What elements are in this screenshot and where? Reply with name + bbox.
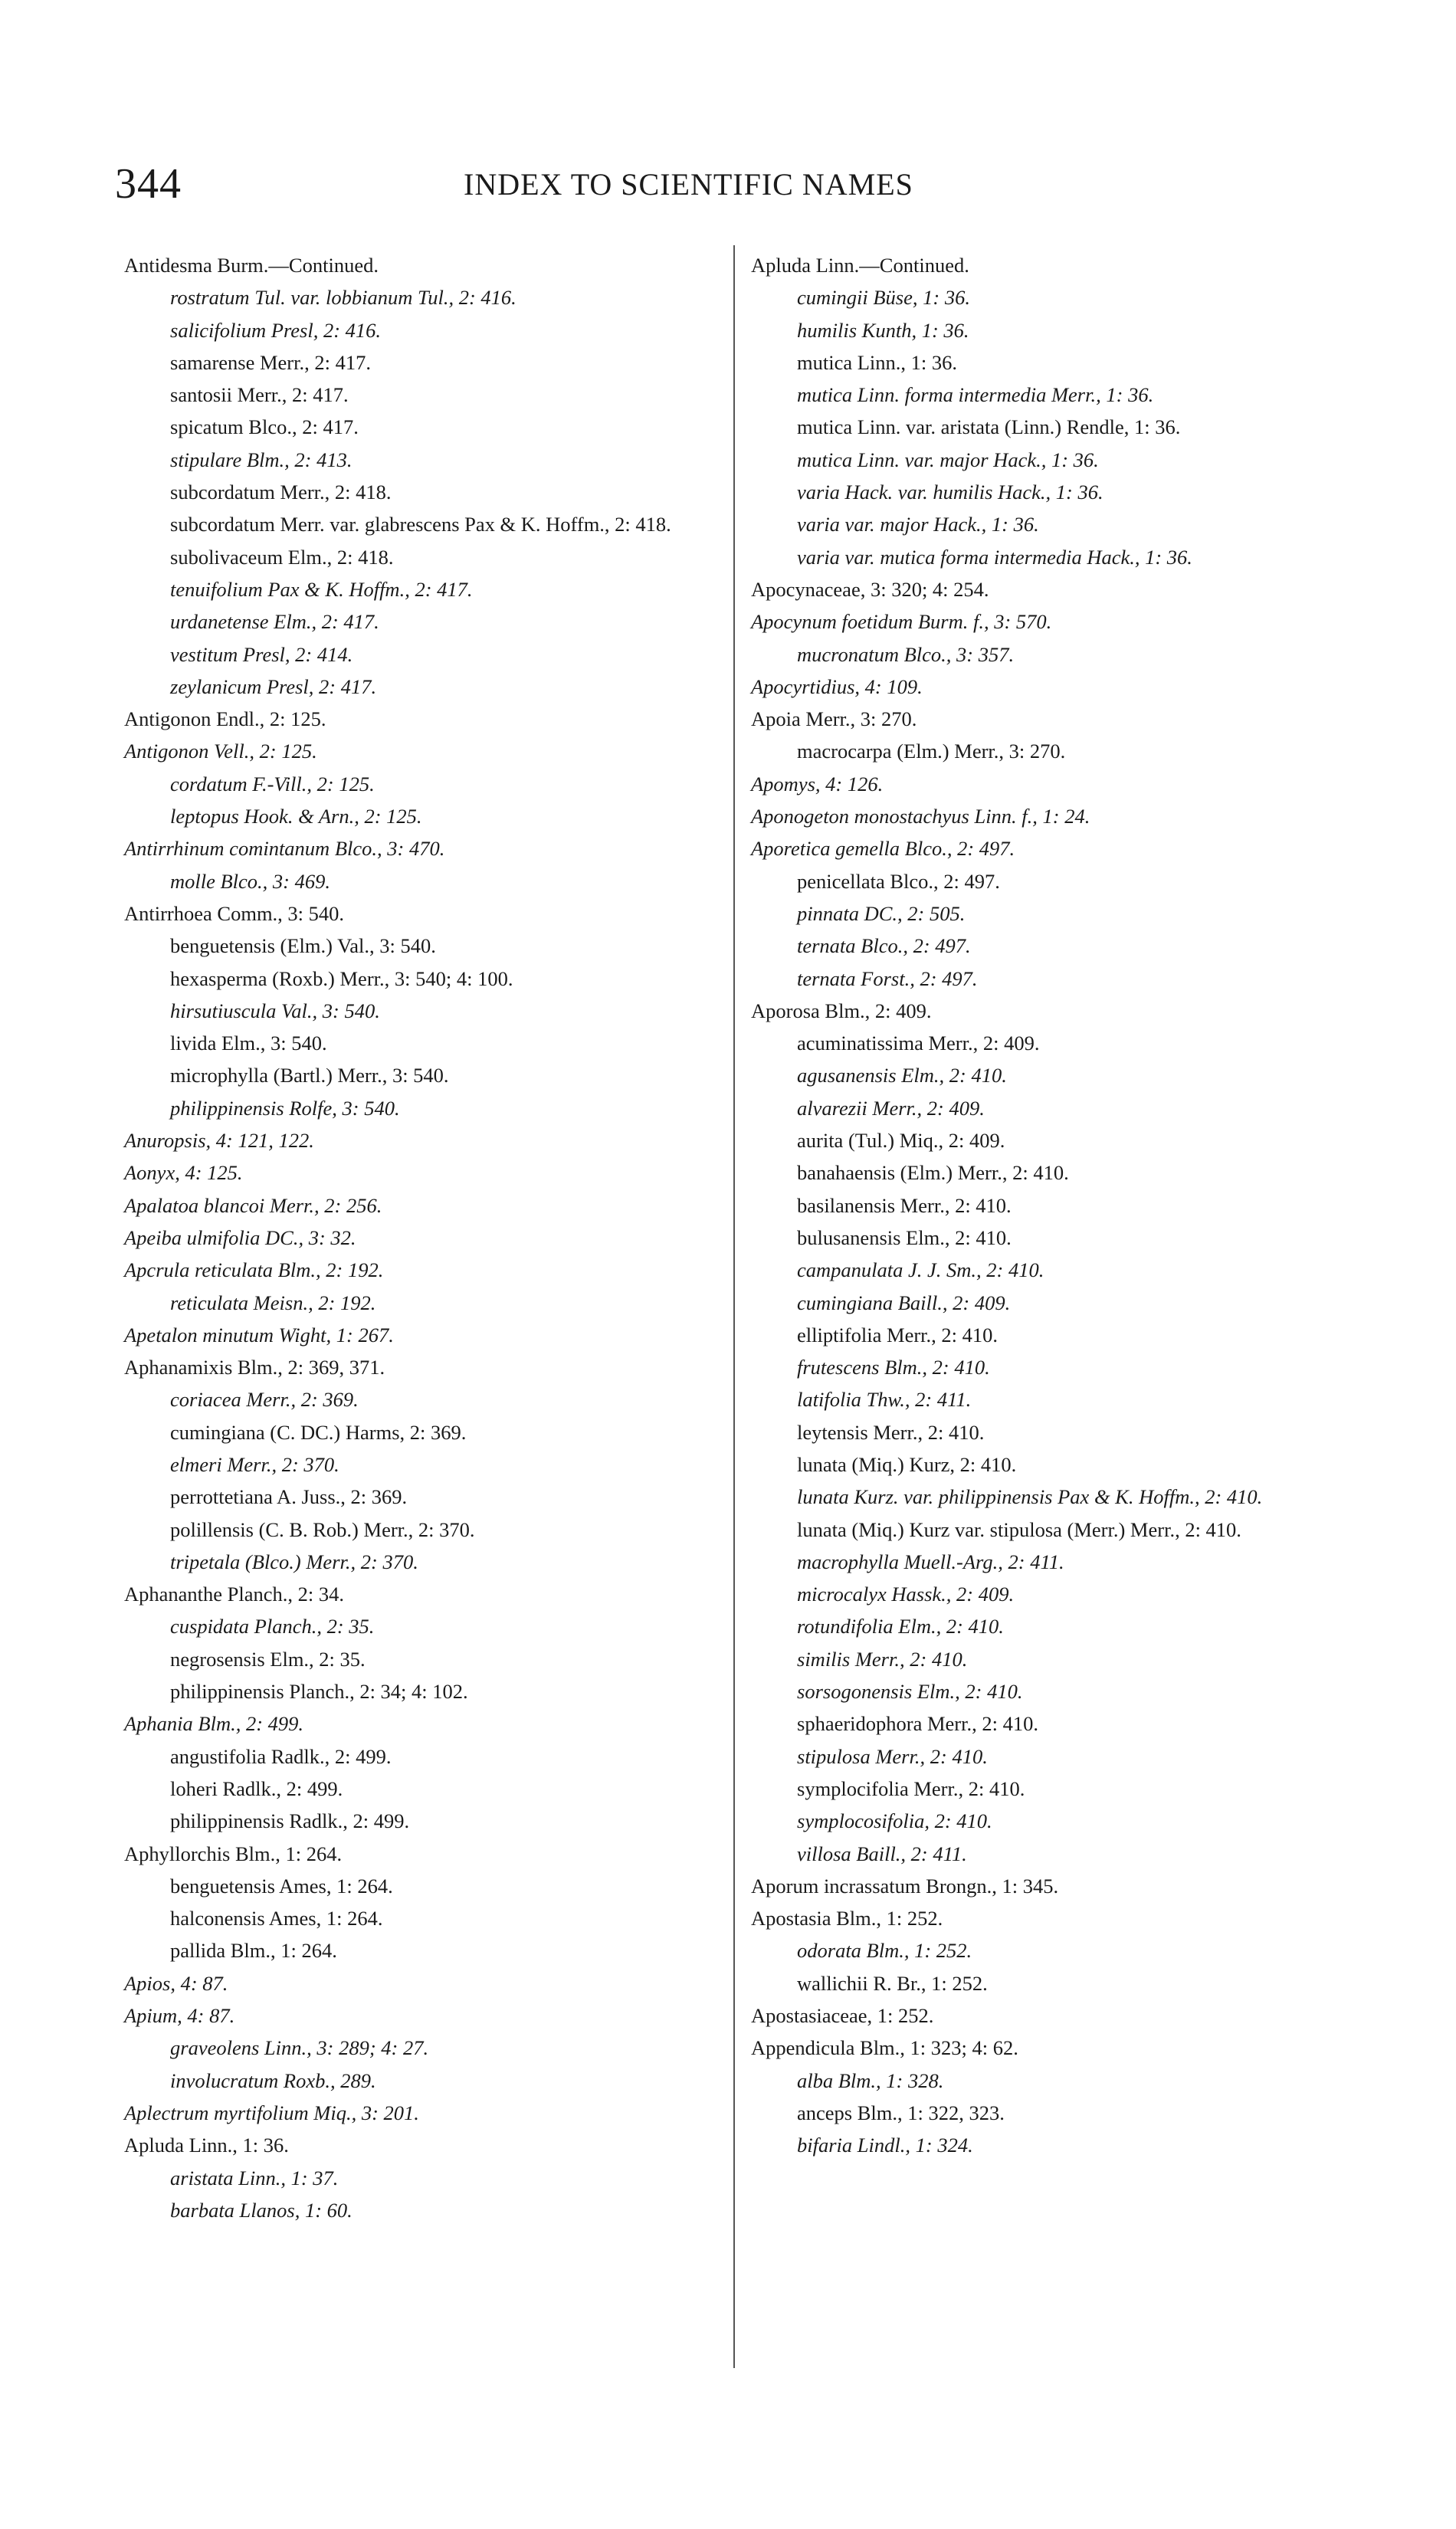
index-entry-species <box>751 1546 1368 1578</box>
entry-text: livida Elm., 3: 540. <box>170 1032 327 1055</box>
index-entry-genus <box>751 249 1368 281</box>
entry-text: cumingii Büse, 1: 36. <box>797 286 970 310</box>
entry-text: villosa Baill., 2: 411. <box>797 1842 967 1865</box>
entry-text: symplocosifolia, 2: 410. <box>797 1809 992 1833</box>
entry-text: Apeiba ulmifolia DC., 3: 32. <box>124 1225 356 1249</box>
entry-text: Apluda Linn., 1: 36. <box>124 2134 289 2157</box>
index-entry-species <box>751 638 1368 671</box>
index-entry-species <box>124 2162 741 2194</box>
entry-text: banahaensis (Elm.) Merr., 2: 410. <box>797 1161 1069 1185</box>
entry-text: salicifolium Presl, 2: 416. <box>170 318 382 342</box>
entry-text: halconensis Ames, 1: 264. <box>170 1907 383 1930</box>
entry-text: Anuropsis, 4: 121, 122. <box>124 1129 314 1153</box>
entry-text: cuspidata Planch., 2: 35. <box>170 1615 375 1638</box>
index-entry-genus <box>124 1189 741 1222</box>
index-entry-species <box>751 346 1368 379</box>
entry-text: sorsogonensis Elm., 2: 410. <box>797 1680 1023 1704</box>
entry-text: campanulata J. J. Sm., 2: 410. <box>797 1258 1044 1282</box>
index-entry-species <box>124 573 741 605</box>
index-entry-species <box>124 671 741 703</box>
entry-text: humilis Kunth, 1: 36. <box>797 318 969 342</box>
index-entry-species <box>751 508 1368 540</box>
index-entry-species <box>751 930 1368 962</box>
entry-text: Antidesma Burm.—Continued. <box>124 254 379 277</box>
entry-text: mutica Linn. forma intermedia Merr., 1: 36. <box>797 383 1154 407</box>
index-entry-species <box>751 1514 1368 1546</box>
index-entry-species <box>124 1027 741 1059</box>
entry-text: Apios, 4: 87. <box>124 1971 228 1995</box>
entry-text: Apoia Merr., 3: 270. <box>751 707 917 731</box>
entry-text: perrottetiana A. Juss., 2: 369. <box>170 1485 408 1509</box>
entry-text: varia var. major Hack., 1: 36. <box>797 513 1039 536</box>
entry-text: pallida Blm., 1: 264. <box>170 1939 337 1963</box>
index-entry-species <box>124 2194 741 2226</box>
entry-text: hexasperma (Roxb.) Merr., 3: 540; 4: 100. <box>170 966 513 990</box>
entry-text: Aphananthe Planch., 2: 34. <box>124 1583 345 1606</box>
index-entry-species <box>751 1092 1368 1124</box>
index-entry-genus <box>124 1222 741 1254</box>
entry-text: microcalyx Hassk., 2: 409. <box>797 1583 1015 1606</box>
index-entry-genus <box>124 703 741 735</box>
index-entry-species <box>124 1546 741 1578</box>
entry-text: Apocynum foetidum Burm. f., 3: 570. <box>751 610 1052 634</box>
entry-text: aurita (Tul.) Miq., 2: 409. <box>797 1129 1005 1153</box>
index-entry-species <box>124 1287 741 1319</box>
index-entry-genus <box>751 573 1368 605</box>
index-entry-species <box>124 1092 741 1124</box>
index-entry-species <box>751 1838 1368 1870</box>
entry-text: Appendicula Blm., 1: 323; 4: 62. <box>751 2036 1018 2060</box>
index-entry-genus <box>124 1124 741 1156</box>
entry-text: santosii Merr., 2: 417. <box>170 383 349 407</box>
entry-text: anceps Blm., 1: 322, 323. <box>797 2101 1005 2124</box>
index-entry-species <box>751 865 1368 897</box>
entry-text: subcordatum Merr. var. glabrescens Pax & K. Hoffm., 2: 418. <box>170 513 671 536</box>
entry-text: hirsutiuscula Val., 3: 540. <box>170 999 380 1022</box>
index-entry-species <box>124 638 741 671</box>
entry-text: Antirrhoea Comm., 3: 540. <box>124 901 345 925</box>
index-entry-genus <box>124 897 741 930</box>
entry-text: spicatum Blco., 2: 417. <box>170 415 359 439</box>
index-entry-genus <box>751 995 1368 1027</box>
entry-text: graveolens Linn., 3: 289; 4: 27. <box>170 2036 429 2060</box>
entry-text: macrophylla Muell.-Arg., 2: 411. <box>797 1550 1064 1573</box>
index-entry-species <box>751 1351 1368 1383</box>
index-entry-species <box>124 2032 741 2064</box>
index-entry-genus <box>124 1838 741 1870</box>
entry-text: Antirrhinum comintanum Blco., 3: 470. <box>124 837 445 861</box>
index-entry-species <box>751 314 1368 346</box>
entry-text: alba Blm., 1: 328. <box>797 2068 944 2092</box>
index-entry-species <box>751 1416 1368 1448</box>
entry-text: leytensis Merr., 2: 410. <box>797 1420 985 1444</box>
index-entry-species <box>751 1967 1368 1999</box>
index-entry-species <box>751 1934 1368 1966</box>
entry-text: Antigonon Vell., 2: 125. <box>124 740 317 763</box>
entry-text: involucratum Roxb., 289. <box>170 2068 376 2092</box>
entry-text: Antigonon Endl., 2: 125. <box>124 707 326 731</box>
entry-text: Apostasia Blm., 1: 252. <box>751 1907 943 1930</box>
index-entry-species <box>124 963 741 995</box>
entry-text: lunata Kurz. var. philippinensis Pax & K. Hoffm., 2: 410. <box>797 1485 1263 1509</box>
entry-text: microphylla (Bartl.) Merr., 3: 540. <box>170 1064 449 1087</box>
index-entry-species <box>124 476 741 508</box>
index-entry-species <box>751 1383 1368 1415</box>
index-entry-species <box>124 930 741 962</box>
index-entry-genus <box>124 1319 741 1351</box>
index-entry-species <box>751 444 1368 476</box>
entry-text: elliptifolia Merr., 2: 410. <box>797 1323 999 1347</box>
entry-text: varia var. mutica forma intermedia Hack., 1: 36. <box>797 545 1192 569</box>
entry-text: sphaeridophora Merr., 2: 410. <box>797 1712 1038 1736</box>
index-entry-species <box>751 1124 1368 1156</box>
index-entry-species <box>124 1481 741 1513</box>
index-entry-genus <box>124 1254 741 1286</box>
running-title: INDEX TO SCIENTIFIC NAMES <box>464 167 913 202</box>
index-entry-genus <box>124 1578 741 1610</box>
index-entry-species <box>751 1027 1368 1059</box>
entry-text: tenuifolium Pax & K. Hoffm., 2: 417. <box>170 577 473 601</box>
index-entry-species <box>124 1773 741 1805</box>
index-entry-genus <box>124 735 741 767</box>
index-entry-species <box>124 1740 741 1773</box>
index-entry-species <box>751 1805 1368 1837</box>
entry-text: cordatum F.-Vill., 2: 125. <box>170 772 375 795</box>
index-entry-species <box>751 1578 1368 1610</box>
entry-text: macrocarpa (Elm.) Merr., 3: 270. <box>797 740 1066 763</box>
entry-text: lunata (Miq.) Kurz, 2: 410. <box>797 1452 1017 1476</box>
index-entry-genus <box>124 832 741 864</box>
entry-text: acuminatissima Merr., 2: 409. <box>797 1032 1040 1055</box>
entry-text: similis Merr., 2: 410. <box>797 1647 968 1671</box>
entry-text: barbata Llanos, 1: 60. <box>170 2198 353 2222</box>
entry-text: bulusanensis Elm., 2: 410. <box>797 1225 1012 1249</box>
entry-text: vestitum Presl, 2: 414. <box>170 642 353 666</box>
index-entry-genus <box>124 1707 741 1740</box>
index-entry-species <box>124 444 741 476</box>
entry-text: samarense Merr., 2: 417. <box>170 350 371 374</box>
index-entry-genus <box>751 1902 1368 1934</box>
index-entry-species <box>751 735 1368 767</box>
entry-text: polillensis (C. B. Rob.) Merr., 2: 370. <box>170 1517 475 1541</box>
index-entry-species <box>751 1707 1368 1740</box>
index-entry-species <box>751 1481 1368 1513</box>
entry-text: rostratum Tul. var. lobbianum Tul., 2: 416. <box>170 286 516 310</box>
index-entry-species <box>124 281 741 313</box>
entry-text: Aphyllorchis Blm., 1: 264. <box>124 1842 343 1865</box>
entry-text: basilanensis Merr., 2: 410. <box>797 1193 1012 1217</box>
index-column-right <box>751 249 1368 2162</box>
entry-text: Aphania Blm., 2: 499. <box>124 1712 304 1736</box>
index-entry-species <box>124 1610 741 1642</box>
entry-text: tripetala (Blco.) Merr., 2: 370. <box>170 1550 418 1573</box>
entry-text: Aporetica gemella Blco., 2: 497. <box>751 837 1015 861</box>
index-entry-species <box>751 1319 1368 1351</box>
index-entry-species <box>124 1059 741 1091</box>
entry-text: Apetalon minutum Wight, 1: 267. <box>124 1323 394 1347</box>
index-entry-species <box>751 1740 1368 1773</box>
entry-text: urdanetense Elm., 2: 417. <box>170 610 379 634</box>
entry-text: odorata Blm., 1: 252. <box>797 1939 972 1963</box>
entry-text: loheri Radlk., 2: 499. <box>170 1776 343 1800</box>
entry-text: benguetensis Ames, 1: 264. <box>170 1874 393 1898</box>
index-entry-genus <box>751 1999 1368 2032</box>
entry-text: reticulata Meisn., 2: 192. <box>170 1291 376 1314</box>
index-entry-species <box>751 1222 1368 1254</box>
index-entry-species <box>751 1675 1368 1707</box>
index-entry-genus <box>124 249 741 281</box>
entry-text: mutica Linn., 1: 36. <box>797 350 958 374</box>
entry-text: frutescens Blm., 2: 410. <box>797 1356 990 1379</box>
index-entry-species <box>751 1156 1368 1189</box>
entry-text: Aplectrum myrtifolium Miq., 3: 201. <box>124 2101 419 2124</box>
entry-text: penicellata Blco., 2: 497. <box>797 869 1000 893</box>
index-entry-species <box>124 865 741 897</box>
entry-text: Apluda Linn.—Continued. <box>751 254 969 277</box>
entry-text: philippinensis Rolfe, 3: 540. <box>170 1096 400 1120</box>
entry-text: mucronatum Blco., 3: 357. <box>797 642 1015 666</box>
entry-text: pinnata DC., 2: 505. <box>797 901 966 925</box>
index-entry-species <box>124 995 741 1027</box>
entry-text: Apocyrtidius, 4: 109. <box>751 674 923 698</box>
entry-text: Aphanamixis Blm., 2: 369, 371. <box>124 1356 385 1379</box>
index-entry-species <box>751 1059 1368 1091</box>
index-entry-species <box>124 541 741 573</box>
index-entry-species <box>124 379 741 411</box>
index-entry-species <box>751 1448 1368 1481</box>
index-entry-genus <box>751 703 1368 735</box>
entry-text: cumingiana Baill., 2: 409. <box>797 1291 1011 1314</box>
index-entry-genus <box>751 2032 1368 2064</box>
entry-text: bifaria Lindl., 1: 324. <box>797 2134 973 2157</box>
index-entry-species <box>124 1514 741 1546</box>
index-entry-species <box>751 476 1368 508</box>
index-entry-species <box>751 1643 1368 1675</box>
column-divider <box>733 245 735 2368</box>
index-entry-genus <box>751 605 1368 638</box>
entry-text: varia Hack. var. humilis Hack., 1: 36. <box>797 481 1103 504</box>
entry-text: leptopus Hook. & Arn., 2: 125. <box>170 805 422 828</box>
entry-text: philippinensis Radlk., 2: 499. <box>170 1809 410 1833</box>
index-entry-species <box>124 768 741 800</box>
index-entry-species <box>124 411 741 443</box>
entry-text: Apium, 4: 87. <box>124 2004 235 2028</box>
entry-text: ternata Forst., 2: 497. <box>797 966 978 990</box>
index-entry-genus <box>751 768 1368 800</box>
index-entry-species <box>751 281 1368 313</box>
index-entry-species <box>751 963 1368 995</box>
index-entry-species <box>751 897 1368 930</box>
index-entry-species <box>124 1416 741 1448</box>
entry-text: ternata Blco., 2: 497. <box>797 934 971 958</box>
index-entry-species <box>124 2065 741 2097</box>
index-entry-species <box>124 1805 741 1837</box>
entry-text: mutica Linn. var. aristata (Linn.) Rendle, 1: 36. <box>797 415 1181 439</box>
index-entry-genus <box>751 800 1368 832</box>
entry-text: cumingiana (C. DC.) Harms, 2: 369. <box>170 1420 467 1444</box>
entry-text: molle Blco., 3: 469. <box>170 869 331 893</box>
entry-text: latifolia Thw., 2: 411. <box>797 1388 972 1412</box>
entry-text: subcordatum Merr., 2: 418. <box>170 481 392 504</box>
entry-text: benguetensis (Elm.) Val., 3: 540. <box>170 934 436 958</box>
entry-text: mutica Linn. var. major Hack., 1: 36. <box>797 448 1099 471</box>
entry-text: subolivaceum Elm., 2: 418. <box>170 545 394 569</box>
entry-text: rotundifolia Elm., 2: 410. <box>797 1615 1004 1638</box>
index-entry-genus <box>124 2129 741 2161</box>
index-entry-species <box>751 1254 1368 1286</box>
index-entry-species <box>124 314 741 346</box>
index-entry-species <box>751 2129 1368 2161</box>
index-entry-species <box>751 379 1368 411</box>
index-entry-species <box>124 800 741 832</box>
index-entry-species <box>124 1870 741 1902</box>
entry-text: zeylanicum Presl, 2: 417. <box>170 674 377 698</box>
index-entry-genus <box>751 1870 1368 1902</box>
index-entry-species <box>751 541 1368 573</box>
entry-text: wallichii R. Br., 1: 252. <box>797 1971 988 1995</box>
page-number: 344 <box>115 160 182 208</box>
index-entry-species <box>751 2097 1368 2129</box>
index-entry-genus <box>751 671 1368 703</box>
entry-text: philippinensis Planch., 2: 34; 4: 102. <box>170 1680 468 1704</box>
entry-text: Apomys, 4: 126. <box>751 772 884 795</box>
entry-text: stipulare Blm., 2: 413. <box>170 448 353 471</box>
entry-text: Apcrula reticulata Blm., 2: 192. <box>124 1258 384 1282</box>
index-entry-species <box>124 1675 741 1707</box>
entry-text: Aonyx, 4: 125. <box>124 1161 243 1185</box>
index-entry-species <box>751 411 1368 443</box>
index-entry-species <box>124 1643 741 1675</box>
index-entry-species <box>751 2065 1368 2097</box>
entry-text: Apostasiaceae, 1: 252. <box>751 2004 934 2028</box>
index-entry-species <box>751 1773 1368 1805</box>
index-column-left <box>124 249 741 2226</box>
index-entry-species <box>124 1448 741 1481</box>
page-header <box>115 157 1372 211</box>
entry-text: stipulosa Merr., 2: 410. <box>797 1744 988 1768</box>
index-entry-genus <box>751 832 1368 864</box>
entry-text: lunata (Miq.) Kurz var. stipulosa (Merr.) Merr., 2: 410. <box>797 1517 1241 1541</box>
entry-text: coriacea Merr., 2: 369. <box>170 1388 359 1412</box>
index-entry-genus <box>124 1999 741 2032</box>
entry-text: Aporum incrassatum Brongn., 1: 345. <box>751 1874 1059 1898</box>
index-entry-genus <box>124 1967 741 1999</box>
entry-text: Apalatoa blancoi Merr., 2: 256. <box>124 1193 382 1217</box>
index-entry-species <box>124 508 741 540</box>
entry-text: Apocynaceae, 3: 320; 4: 254. <box>751 577 989 601</box>
index-entry-genus <box>124 1156 741 1189</box>
entry-text: Aponogeton monostachyus Linn. f., 1: 24. <box>751 805 1090 828</box>
index-entry-species <box>124 1934 741 1966</box>
entry-text: elmeri Merr., 2: 370. <box>170 1452 339 1476</box>
index-entry-species <box>751 1189 1368 1222</box>
index-entry-species <box>751 1610 1368 1642</box>
entry-text: aristata Linn., 1: 37. <box>170 2166 339 2190</box>
index-entry-species <box>124 346 741 379</box>
entry-text: negrosensis Elm., 2: 35. <box>170 1647 366 1671</box>
entry-text: symplocifolia Merr., 2: 410. <box>797 1776 1025 1800</box>
entry-text: angustifolia Radlk., 2: 499. <box>170 1744 392 1768</box>
index-entry-species <box>124 605 741 638</box>
index-entry-species <box>124 1383 741 1415</box>
entry-text: Aporosa Blm., 2: 409. <box>751 999 932 1022</box>
entry-text: agusanensis Elm., 2: 410. <box>797 1064 1007 1087</box>
index-entry-species <box>124 1902 741 1934</box>
index-entry-genus <box>124 1351 741 1383</box>
entry-text: alvarezii Merr., 2: 409. <box>797 1096 985 1120</box>
index-entry-species <box>751 1287 1368 1319</box>
index-entry-genus <box>124 2097 741 2129</box>
